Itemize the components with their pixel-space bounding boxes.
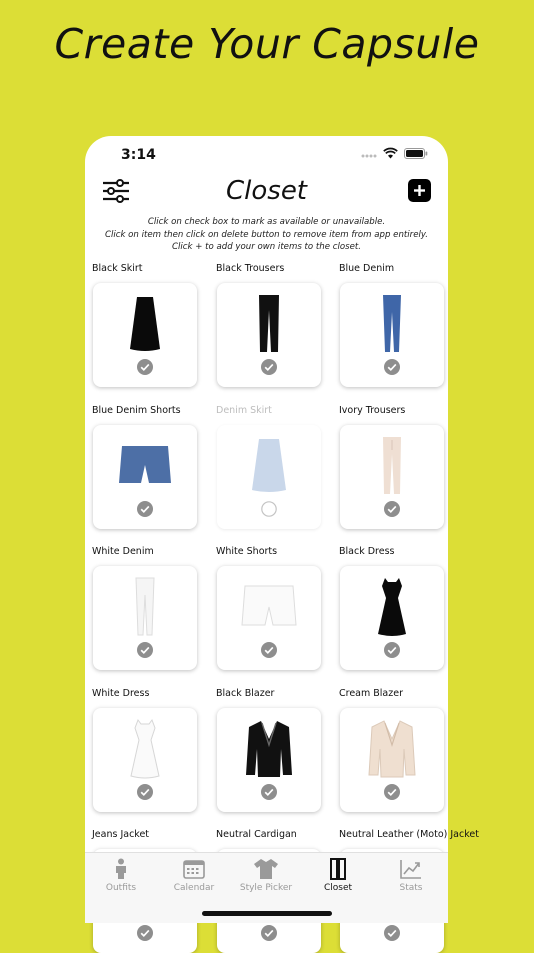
item-card[interactable] [217,283,321,387]
home-indicator [202,911,332,916]
item-card[interactable] [340,283,444,387]
item-label: White Dress [92,687,150,699]
item-label: Jeans Jacket [92,829,150,841]
closet-item [213,687,325,701]
closet-item [89,262,201,276]
item-label: Neutral Cardigan [216,829,297,841]
item-label: White Denim [92,546,154,558]
closet-item [213,262,325,276]
item-label: Black Trousers [216,263,285,274]
instruction-line: Click on check box to mark as available or unavailable. [147,217,386,227]
closet-item [336,262,448,276]
tab-calendar[interactable] [158,857,230,893]
availability-checkbox[interactable] [137,784,153,800]
closet-grid [85,262,479,852]
item-label: Black Skirt [92,263,143,274]
tab-outfits[interactable] [85,857,157,893]
availability-checkbox[interactable] [384,784,400,800]
instructions [95,216,438,254]
availability-checkbox[interactable] [384,359,400,375]
closet-item [89,687,201,701]
item-card[interactable] [93,425,197,529]
instruction-line: Click + to add your own items to the closet. [172,242,361,252]
closet-item [336,545,448,559]
tab-style-picker[interactable] [230,857,302,893]
availability-checkbox[interactable] [137,501,153,517]
tab-label: Closet [323,883,353,893]
availability-checkbox[interactable] [137,642,153,658]
item-card[interactable] [93,283,197,387]
denim-skirt-icon [217,433,321,499]
person-icon [85,857,157,881]
item-card[interactable] [217,708,321,812]
item-label: Black Blazer [216,687,275,699]
item-label: Blue Denim [339,263,395,274]
ivory-trousers-icon [340,433,444,499]
black-trousers-icon [217,291,321,357]
availability-checkbox[interactable] [384,642,400,658]
battery-icon [404,148,428,159]
nav-bar [85,174,448,212]
item-card[interactable] [340,425,444,529]
item-label: Cream Blazer [339,687,403,699]
black-dress-icon [340,574,444,640]
availability-checkbox[interactable] [261,642,277,658]
item-card[interactable] [93,566,197,670]
wifi-icon [383,148,398,159]
item-card[interactable] [217,566,321,670]
item-card[interactable] [340,708,444,812]
add-item-button[interactable] [408,179,431,202]
tab-label: Style Picker [239,883,293,893]
availability-checkbox[interactable] [384,925,400,941]
tab-stats[interactable] [375,857,447,893]
closet-item [213,545,325,559]
closet-item [89,404,201,418]
tab-closet[interactable] [302,857,374,893]
item-label: Ivory Trousers [339,404,406,416]
white-dress-icon [93,716,197,782]
closet-icon [302,857,374,881]
closet-item [89,828,201,842]
closet-item [213,404,325,418]
item-card[interactable] [93,708,197,812]
closet-item [336,828,479,842]
item-label: Denim Skirt [216,404,272,416]
closet-item [336,687,448,701]
tab-label: Calendar [173,883,215,893]
white-shorts-icon [217,574,321,640]
item-label: Neutral Leather (Moto) Jacket [339,829,479,841]
blue-shorts-icon [93,433,197,499]
black-blazer-icon [217,716,321,782]
shirt-icon [230,857,302,881]
item-card[interactable] [217,425,321,529]
status-bar [85,136,448,172]
plus-icon [413,184,426,197]
availability-checkbox[interactable] [261,784,277,800]
availability-checkbox[interactable] [137,925,153,941]
phone-screen [85,136,479,922]
status-time: 3:14 [121,147,156,163]
item-label: Blue Denim Shorts [92,404,181,416]
closet-item [336,404,448,418]
cream-blazer-icon [340,716,444,782]
item-card[interactable] [340,566,444,670]
signal-icon [361,149,377,159]
headline: Create Your Capsule [54,20,480,68]
item-label: White Shorts [216,546,278,558]
closet-item [89,545,201,559]
availability-checkbox[interactable] [137,359,153,375]
tab-label: Stats [399,883,423,893]
instruction-line: Click on item then click on delete button to remove item from app entirely. [104,229,429,240]
item-label: Black Dress [339,546,395,558]
tab-label: Outfits [105,883,137,893]
availability-checkbox[interactable] [261,925,277,941]
chart-icon [375,857,447,881]
availability-checkbox[interactable] [261,359,277,375]
blue-jeans-icon [340,291,444,357]
status-icons [361,148,428,159]
calendar-icon [158,857,230,881]
availability-checkbox[interactable] [384,501,400,517]
black-skirt-icon [93,291,197,357]
page-title: Closet [225,176,308,206]
availability-checkbox[interactable] [261,501,277,517]
closet-item [213,828,325,842]
white-jeans-icon [93,574,197,640]
